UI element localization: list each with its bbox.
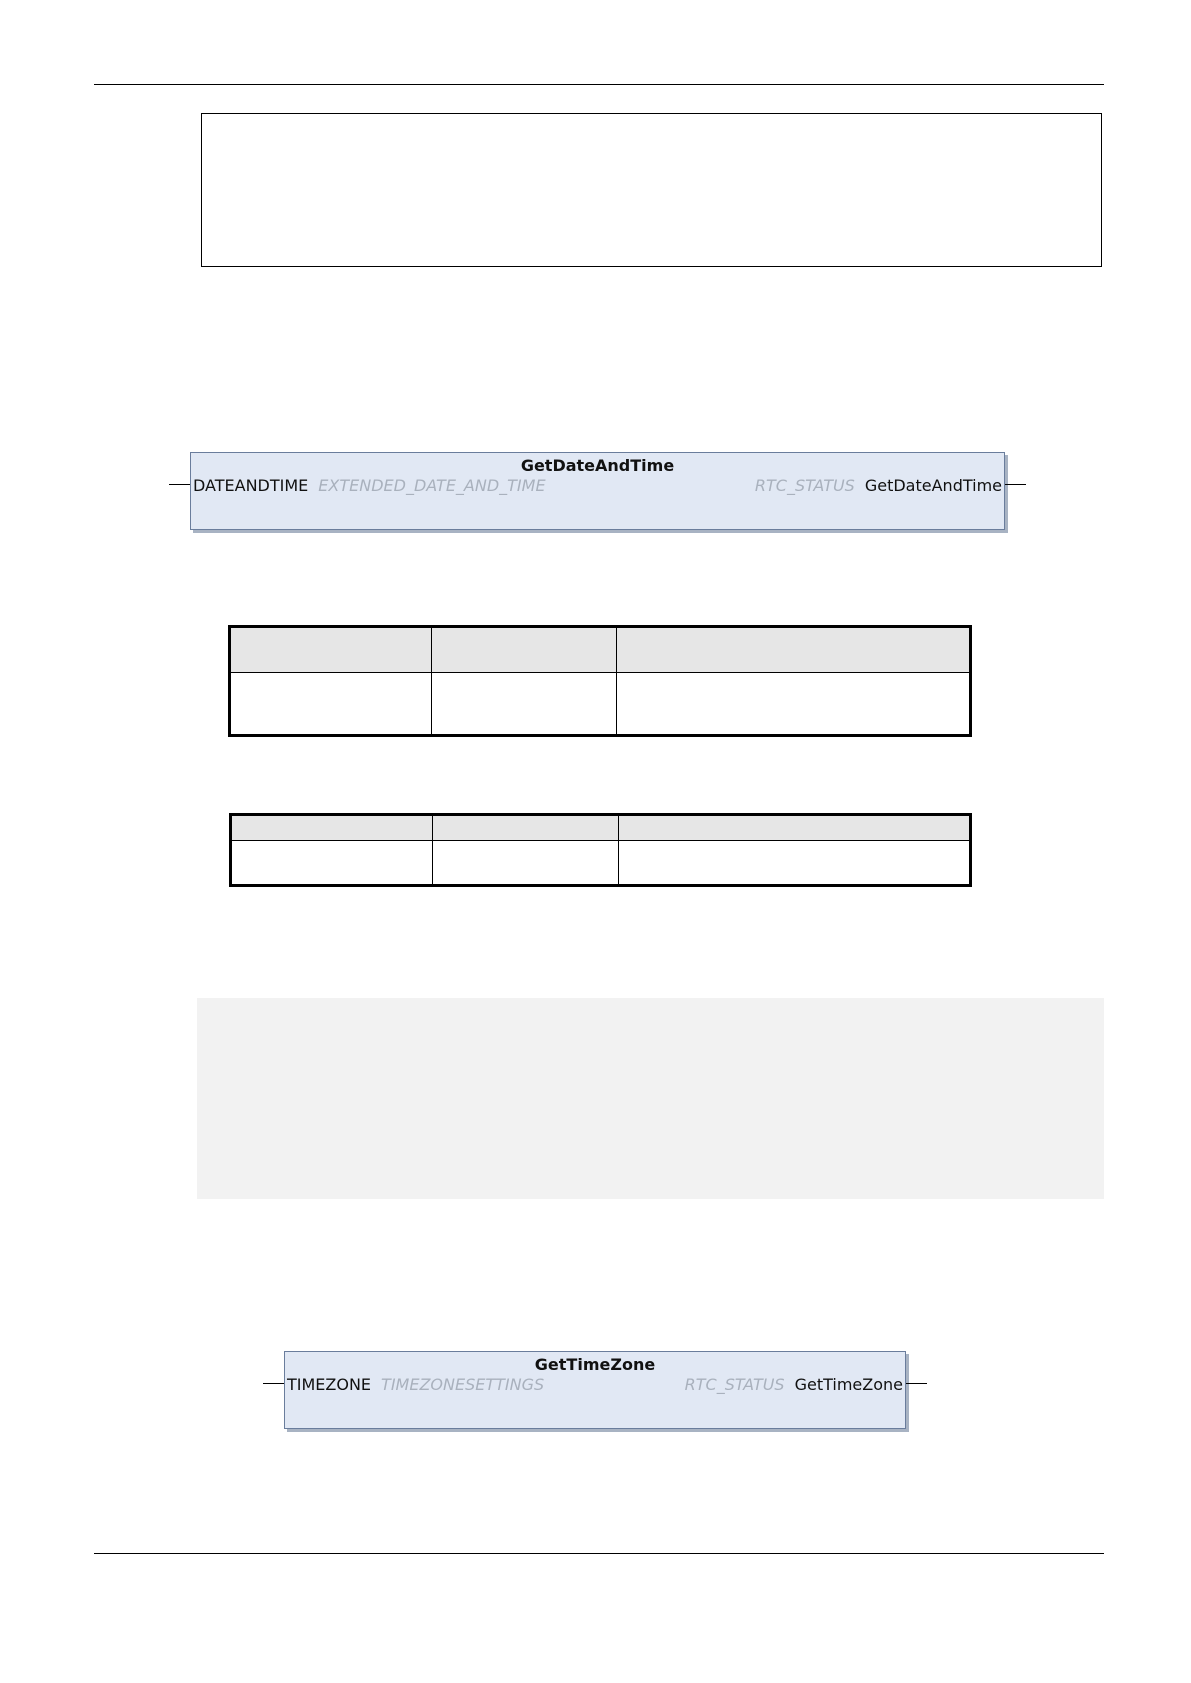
table-cell	[433, 841, 619, 886]
function-block-get-date-and-time	[190, 452, 1005, 530]
table-header-cell	[231, 815, 433, 841]
return-value-table	[229, 813, 972, 887]
function-block-output	[745, 476, 1002, 495]
function-block-title: GetDateAndTime	[520, 456, 675, 475]
function-block-output	[675, 1375, 903, 1394]
input-pin-line	[263, 1383, 284, 1384]
table-cell	[432, 673, 617, 736]
output-name: GetTimeZone	[794, 1375, 903, 1394]
footer-rule	[94, 1553, 1104, 1554]
output-pin-line	[906, 1383, 927, 1384]
output-pin-line	[1005, 484, 1026, 485]
table-header-cell	[432, 627, 617, 673]
table-cell	[617, 673, 971, 736]
note-box	[201, 113, 1102, 267]
output-name: GetDateAndTime	[864, 476, 1002, 495]
input-variable-name: DATEANDTIME	[193, 476, 309, 495]
input-pin-line	[169, 484, 190, 485]
output-type: RTC_STATUS	[754, 476, 855, 495]
table-header-cell	[619, 815, 971, 841]
input-variable-type: EXTENDED_DATE_AND_TIME	[318, 476, 546, 495]
function-block-input	[287, 1375, 554, 1394]
input-variable-name: TIMEZONE	[287, 1375, 372, 1394]
function-block-input	[193, 476, 556, 495]
table-cell	[230, 673, 432, 736]
table-header-cell	[230, 627, 432, 673]
table-cell	[619, 841, 971, 886]
function-block-get-time-zone	[284, 1351, 906, 1429]
output-type: RTC_STATUS	[684, 1375, 785, 1394]
function-block-title: GetTimeZone	[534, 1355, 656, 1374]
inout-table	[228, 625, 972, 737]
table-cell	[231, 841, 433, 886]
input-variable-type: TIMEZONESETTINGS	[381, 1375, 545, 1394]
code-example-box	[197, 998, 1104, 1199]
table-header-cell	[617, 627, 971, 673]
table-header-cell	[433, 815, 619, 841]
header-rule	[94, 84, 1104, 85]
